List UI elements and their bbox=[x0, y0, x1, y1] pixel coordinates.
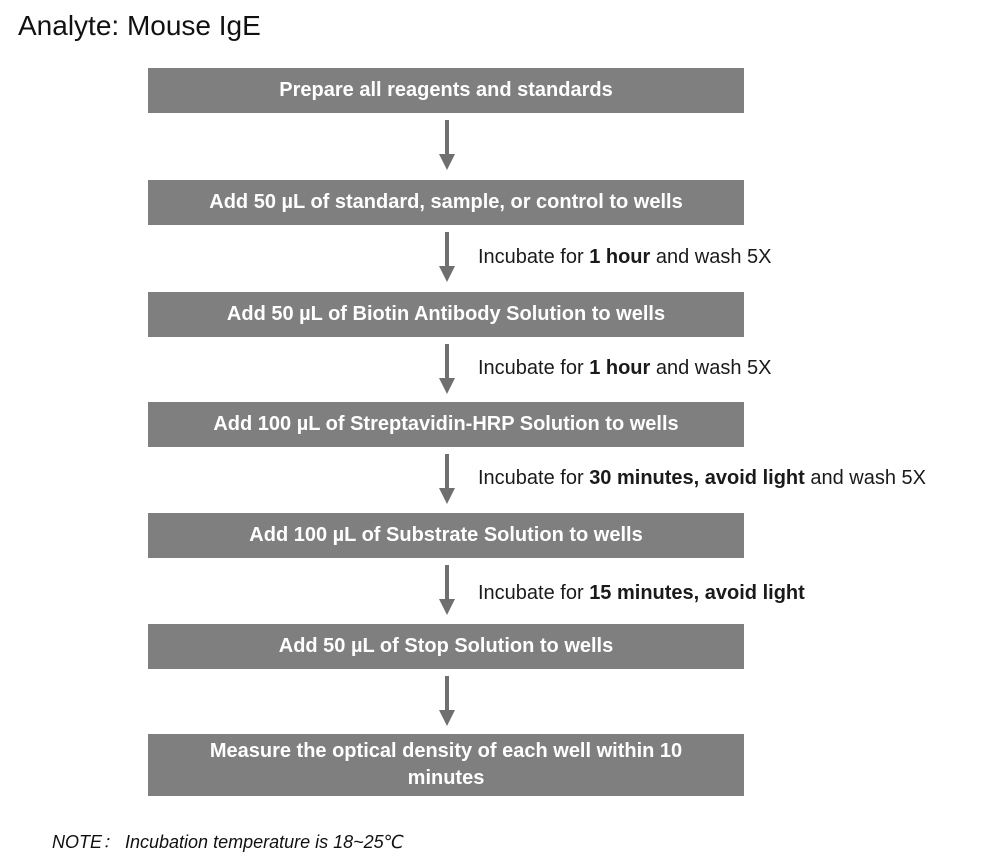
incubation-prefix: Incubate for bbox=[478, 246, 590, 268]
step-label: Add 50 µL of standard, sample, or control to wells bbox=[209, 191, 683, 213]
step-label: Add 100 µL of Streptavidin-HRP Solution to wells bbox=[213, 413, 679, 435]
step-box-add-standard bbox=[148, 180, 744, 225]
step-label: Measure the optical density of each well within 10 minutes bbox=[209, 740, 683, 789]
down-arrow-icon bbox=[437, 232, 457, 284]
down-arrow-icon bbox=[437, 676, 457, 728]
incubation-duration: 15 minutes, avoid light bbox=[589, 582, 805, 604]
down-arrow-icon bbox=[437, 120, 457, 172]
step-box-prepare bbox=[148, 68, 744, 113]
step-label: Add 50 µL of Stop Solution to wells bbox=[278, 635, 614, 657]
incubation-suffix: and wash 5X bbox=[804, 467, 926, 489]
incubation-note bbox=[478, 357, 772, 380]
down-arrow-icon bbox=[437, 565, 457, 617]
down-arrow-icon bbox=[437, 454, 457, 506]
page-title: Analyte: Mouse IgE bbox=[18, 10, 261, 41]
incubation-prefix: Incubate for bbox=[478, 582, 590, 604]
step-box-add-streptavidin-hrp bbox=[148, 402, 744, 447]
incubation-duration: 1 hour bbox=[589, 246, 651, 268]
incubation-note bbox=[478, 467, 926, 490]
incubation-suffix: and wash 5X bbox=[650, 246, 772, 268]
step-box-add-biotin-antibody bbox=[148, 292, 744, 337]
incubation-note bbox=[478, 246, 772, 269]
step-label: Add 100 µL of Substrate Solution to wells bbox=[249, 524, 643, 546]
down-arrow-icon bbox=[437, 344, 457, 396]
incubation-prefix: Incubate for bbox=[478, 357, 590, 379]
step-box-add-substrate bbox=[148, 513, 744, 558]
step-box-add-stop-solution bbox=[148, 624, 744, 669]
incubation-duration: 1 hour bbox=[589, 357, 651, 379]
incubation-suffix: and wash 5X bbox=[650, 357, 772, 379]
step-box-measure bbox=[148, 734, 744, 796]
incubation-note bbox=[478, 582, 805, 605]
incubation-duration: 30 minutes, avoid light bbox=[589, 467, 805, 489]
step-label: Add 50 µL of Biotin Antibody Solution to wells bbox=[226, 303, 666, 325]
incubation-prefix: Incubate for bbox=[478, 467, 590, 489]
step-label: Prepare all reagents and standards bbox=[279, 79, 613, 101]
footer-note: NOTE： Incubation temperature is 18~25℃ bbox=[52, 832, 404, 852]
